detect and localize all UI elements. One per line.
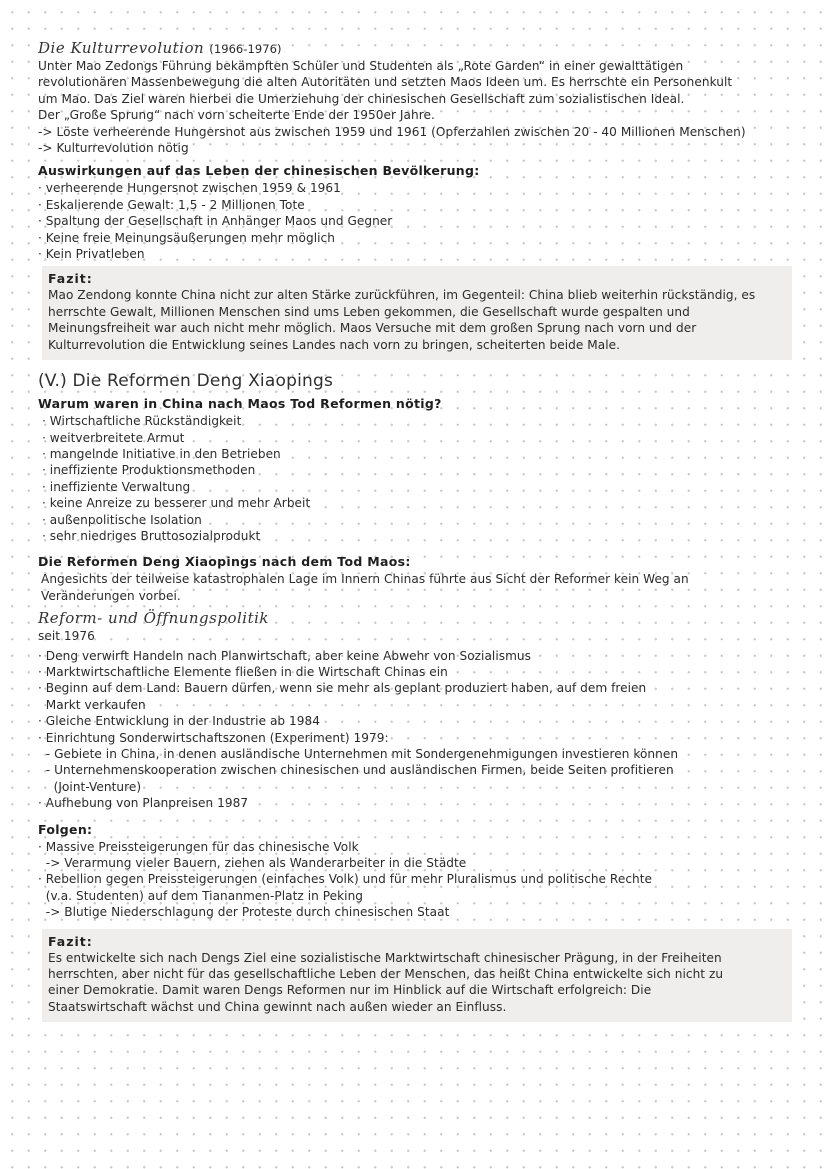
list-item: · sehr niedriges Bruttosozialprodukt xyxy=(42,528,261,543)
list-item: · Wirtschaftliche Rückständigkeit xyxy=(42,414,242,429)
list-item: -> Verarmung vieler Bauern, ziehen als Wanderarbeiter in die Städte xyxy=(38,856,467,871)
fazit-line: Staatswirtschaft wächst und China gewinnt nach außen wieder an Einfluss. xyxy=(48,999,507,1014)
list-item: · Aufhebung von Planpreisen 1987 xyxy=(38,796,249,811)
fazit-line: Kulturrevolution die Entwicklung seines Landes nach vorn zu bringen, scheiterten beide Male. xyxy=(48,337,621,352)
list-item: · mangelnde Initiative in den Betrieben xyxy=(42,446,281,461)
list-item: · Beginn auf dem Land: Bauern dürfen, wenn sie mehr als geplant produziert haben, auf dem freien xyxy=(38,681,647,696)
fazit-box-kulturrevolution xyxy=(42,266,792,360)
list-item: · ineffiziente Produktionsmethoden xyxy=(42,463,256,478)
fazit-line: Mao Zendong konnte China nicht zur alten Stärke zurückführen, im Gegenteil: China blieb weiterhin rückständig, es xyxy=(48,288,756,303)
list-item: - Unternehmenskooperation zwischen chinesischen und ausländischen Firmen, beide Seiten profitieren xyxy=(38,763,674,778)
policy-list xyxy=(38,648,790,812)
fazit-box-deng xyxy=(42,929,792,1023)
consequences-heading: Folgen: xyxy=(38,821,93,837)
fazit-title: Fazit: xyxy=(48,933,93,949)
reforms-intro-line: Angesichts der teilweise katastrophalen Lage im Innern Chinas führte aus Sicht der Reformer kein Weg an xyxy=(41,572,689,587)
kulturrevolution-intro xyxy=(38,58,790,156)
kulturrevolution-title: Die Kulturrevolution xyxy=(38,39,205,57)
fazit-line: einer Demokratie. Damit waren Dengs Reformen nur im Hinblick auf die Wirtschaft erfolgreich: Die xyxy=(48,983,652,998)
consequences-list xyxy=(38,839,790,921)
intro-line: -> Kulturrevolution nötig xyxy=(38,141,189,156)
reforms-intro xyxy=(38,571,790,604)
intro-line: Unter Mao Zedongs Führung bekämpften Schüler und Studenten als „Rote Garden“ in einer gewalttätigen xyxy=(38,59,684,73)
intro-line: -> Löste verheerende Hungersnot aus zwischen 1959 und 1961 (Opferzahlen zwischen 20 - 40 Millionen Menschen) xyxy=(38,124,746,139)
policy-title: Reform- und Öffnungspolitik xyxy=(38,609,269,628)
reforms-heading: Die Reformen Deng Xiaopings nach dem Tod Maos: xyxy=(38,554,411,570)
list-item: (v.a. Studenten) auf dem Tiananmen-Platz in Peking xyxy=(38,888,364,903)
fazit-line: herrschten, aber nicht für das gesellschaftliche Leben der Menschen, das heißt China entwickelte sich nicht zu xyxy=(48,967,724,982)
list-item: · Spaltung der Gesellschaft in Anhänger Maos und Gegner xyxy=(38,214,393,229)
fazit-line: Meinungsfreiheit war auch nicht mehr möglich. Maos Versuche mit dem großen Sprung nach vorn und der xyxy=(48,321,697,336)
why-heading: Warum waren in China nach Maos Tod Reformen nötig? xyxy=(38,396,442,412)
notes-page xyxy=(38,38,790,1022)
fazit-line: Es entwickelte sich nach Dengs Ziel eine sozialistische Marktwirtschaft chinesischer Prägung, in der Freiheiten xyxy=(48,950,722,965)
list-item: · keine Anreize zu besserer und mehr Arbeit xyxy=(42,496,311,511)
list-item: · Rebellion gegen Preissteigerungen (einfaches Volk) und für mehr Pluralismus und politische Rechte xyxy=(38,872,653,887)
intro-line: Der „Große Sprung“ nach vorn scheiterte Ende der 1950er Jahre. xyxy=(38,108,435,123)
kulturrevolution-years: (1966-1976) xyxy=(209,42,282,56)
list-item: - Gebiete in China, in denen ausländische Unternehmen mit Sondergenehmigungen investieren können xyxy=(38,747,679,761)
list-item: · Gleiche Entwicklung in der Industrie ab 1984 xyxy=(38,714,321,729)
list-item: · weitverbreitete Armut xyxy=(42,430,185,445)
list-item: · Kein Privatleben xyxy=(38,247,145,262)
policy-since: seit 1976 xyxy=(38,629,95,644)
fazit-line: herrschte Gewalt, Millionen Menschen sind ums Leben gekommen, die Gesellschaft wurde gespalten und xyxy=(48,304,690,319)
effects-list xyxy=(38,180,790,262)
fazit-title: Fazit: xyxy=(48,271,93,287)
intro-line: revolutionären Massenbewegung die alten Autoritäten und setzten Maos Ideen um. Es herrschte ein Personenkult xyxy=(38,75,733,90)
list-item: · Massive Preissteigerungen für das chinesische Volk xyxy=(38,839,359,854)
list-item: · Eskalierende Gewalt: 1,5 - 2 Millionen Tote xyxy=(38,197,305,212)
list-item: · Marktwirtschaftliche Elemente fließen in die Wirtschaft Chinas ein xyxy=(38,664,448,679)
kulturrevolution-heading xyxy=(38,38,790,58)
list-item: · außenpolitische Isolation xyxy=(42,512,202,527)
deng-reforms-section-title: (V.) Die Reformen Deng Xiaopings xyxy=(38,371,334,392)
effects-heading: Auswirkungen auf das Leben der chinesischen Bevölkerung: xyxy=(38,163,480,179)
reforms-intro-line: Veränderungen vorbei. xyxy=(41,588,181,603)
list-item: -> Blutige Niederschlagung der Proteste durch chinesischen Staat xyxy=(38,905,450,920)
intro-line: um Mao. Das Ziel waren hierbei die Umerziehung der chinesischen Gesellschaft zum sozialistischen Ideal. xyxy=(38,91,685,106)
list-item: (Joint-Venture) xyxy=(38,779,142,794)
list-item: · Keine freie Meinungsäußerungen mehr möglich xyxy=(38,230,335,245)
list-item: · Deng verwirft Handeln nach Planwirtschaft, aber keine Abwehr von Sozialismus xyxy=(38,648,531,663)
list-item: · ineffiziente Verwaltung xyxy=(42,479,191,494)
list-item: · Einrichtung Sonderwirtschaftszonen (Experiment) 1979: xyxy=(38,730,389,745)
list-item: · verheerende Hungersnot zwischen 1959 & 1961 xyxy=(38,181,341,196)
why-list xyxy=(38,413,790,544)
list-item: Markt verkaufen xyxy=(38,697,146,712)
